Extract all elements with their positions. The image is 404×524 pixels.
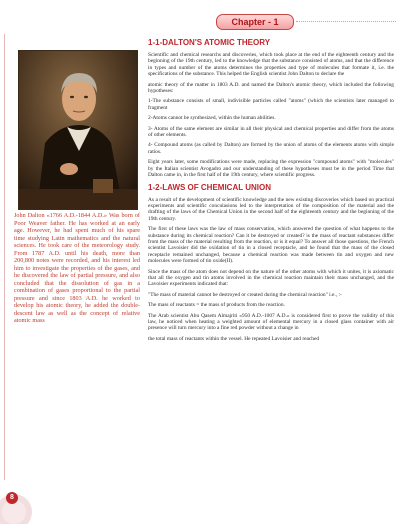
hypothesis-4: 4- Compound atoms (as called by Dalton) are formed by the union of atoms of the elements atoms with simple ratios. — [148, 142, 394, 155]
page-border-line — [4, 34, 5, 480]
hypothesis-3: 3- Atoms of the same element are similar in all their physical and chemical properties and differ from the atoms of other elements. — [148, 125, 394, 139]
main-content — [148, 38, 394, 346]
john-dalton-portrait — [18, 50, 138, 210]
dalton-biography-caption: John Dalton «1766 A.D.-1844 A.D.» Was born of Poor Weaver father. He has worked at an early age. However, he had spent much of his spare time studying Latin mathematics and the natural sciences. He took care of the meteorology study. From 1787 A.D. until his death, more than 200,800 notes were recorded, and his interest led him to investigate the properties of the gases, and he discovered the law of partial pressure, and also concluded that the dissolution of gas in a combination of gases proportional to the partial pressure and since 1803 A.D. he worked to develop his atomic theory, he added the double-descent law as well as the concept of relative atomic mass — [14, 212, 140, 324]
paragraph: Since the mass of the atom does not depend on the nature of the other atoms with which it unites, it is axiomatic that all the oxygen and tin atoms involved in the chemical reaction maintain their mass unchanged, and the Lavoisier experiments indicated that: — [148, 268, 394, 288]
header-dotted-rule — [296, 21, 396, 22]
hypothesis-2: 2-Atoms cannot be synthesized, within the human abilities. — [148, 115, 276, 122]
page-number: 8 — [6, 492, 18, 504]
section-heading-chemical-union: 1-2-LAWS OF CHEMICAL UNION — [148, 182, 271, 192]
paragraph: As a result of the development of scientific knowledge and the new existing discoveries which based on practical experiments and scientific conculasions led to the interpretation of the composition of the material and the drafting of the laws of the Chemical Union in the second half of the eighteenth century and the beginning of the 19th century. — [148, 196, 394, 222]
paragraph: Eight years later, some modifications were made, replacing the expression "compound atoms" with "molecules" by the Italian scientist Avogadro and our understanding of these hypotheses must be in the period Time that Dalton came in, in the first half of the 19th century, where scientific progress. — [148, 159, 394, 179]
paragraph: Scientific and chemical researchs and discoveries, which took place at the end of the eighteenth century and the beginning of the 19th century, led to the knowledge that the substance consisted of atoms, and that the difference in types and number of the atoms determines the properties and type of molecules that formate it, i.e. the specifications of the substance. This helped the English scientist John Dalton to declare the — [148, 52, 394, 78]
law-statement: "The mass of material cannot be destroyed or created during the chemical reaction" i.e., :- — [148, 291, 342, 298]
paragraph: The first of these laws was the law of mass conservation, which answered the question of what happens to the substance during its chemical reaction? Can it be destroyed or created? is the mass of reactant substances differ from the mass of the material resulting from the reaction, or is it equal? To answer all those questions, the French scientist Lavoisier did the oxidation of tin in a closed receptacle, and he found that the mass of the closed receptacle remained unchanged, because a chemical reaction was made between tin and oxygen and new molecules were formed of tin oxide(II). — [148, 226, 394, 265]
chapter-label: Chapter - 1 — [216, 14, 294, 30]
mass-equation: The mass of reactants = the mass of products from the reaction. — [148, 302, 285, 309]
hypothesis-1: 1-The substance consists of small, indivisible particles called "atoms" (which the scientists later managed to fragment — [148, 98, 394, 111]
paragraph: atomic theory of the matter in 1803 A.D. and named the Dalton's atomic theory, which included the following hypotheses: — [148, 81, 394, 95]
paragraph: the total mass of reactants within the vessel. He repeated Lavoisier and reached — [148, 335, 320, 342]
section-heading-atomic-theory: 1-1-DALTON'S ATOMIC THEORY — [148, 38, 271, 47]
paragraph: The Arab scientist Abu Qasem Almajriti «950 A.D.-1007 A.D.» is considered first to prove the validity of this law, he noticed when heating a weighted amount of elemental mercury in a closed glass container with air presence will turn mercury into a fine red powder without a change in — [148, 312, 394, 332]
